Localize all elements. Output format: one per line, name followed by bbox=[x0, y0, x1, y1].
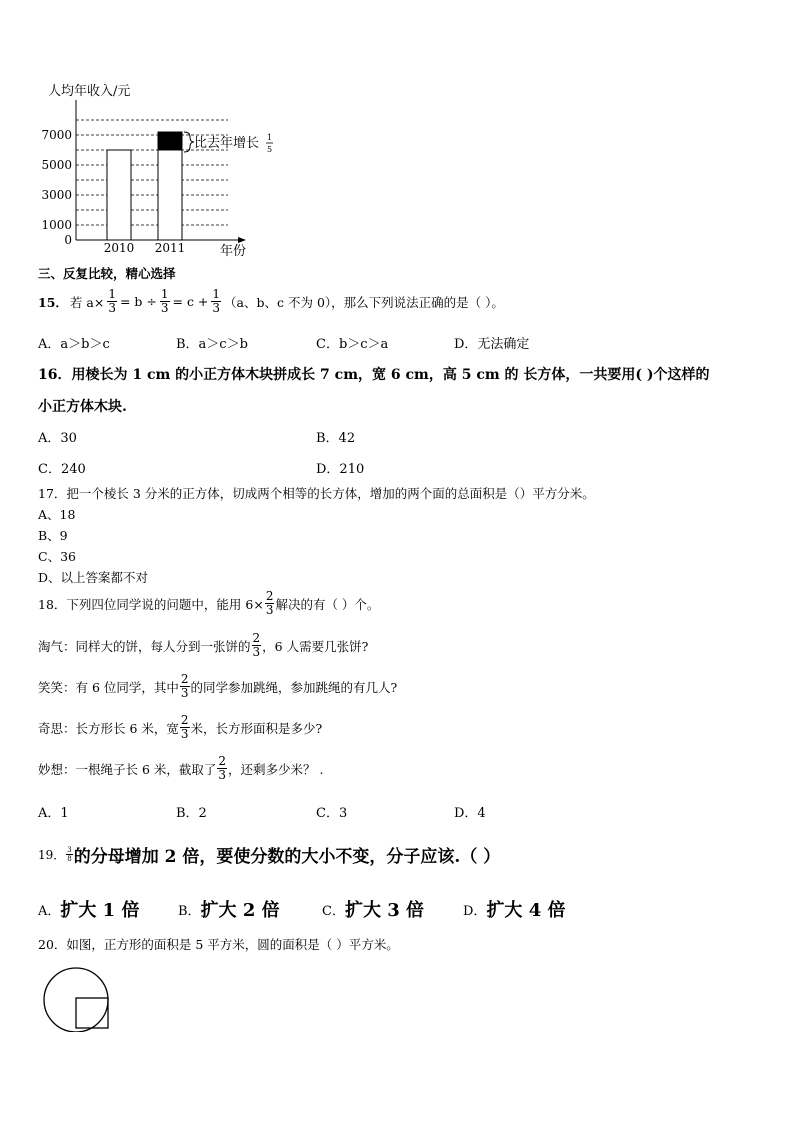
q15-option-d[interactable]: D．无法确定 bbox=[454, 337, 530, 352]
q18-statement-1 bbox=[38, 632, 368, 659]
q19-option-c-text: 扩大 3 倍 bbox=[344, 900, 425, 921]
q16-option-b[interactable]: B．42 bbox=[316, 431, 356, 446]
q15-condition: （a、b、c 不为 0），那么下列说法正确的是（ ）。 bbox=[224, 294, 504, 310]
q16-option-a[interactable]: A．30 bbox=[38, 431, 77, 446]
q19-stem bbox=[38, 842, 500, 867]
annotation-text: 比去年增长 bbox=[194, 136, 260, 151]
q16-line-2: 小正方体木块. bbox=[38, 399, 127, 415]
q15-fraction-2: $\frac{1}{3}$ bbox=[160, 287, 169, 315]
q17-option-a[interactable]: A、18 bbox=[38, 507, 76, 522]
q15-option-a[interactable]: A．a＞b＞c bbox=[38, 337, 110, 352]
q15-option-c[interactable]: C．b＞c＞a bbox=[316, 337, 389, 352]
question-15 bbox=[38, 288, 504, 315]
q18-option-a[interactable]: A．1 bbox=[38, 806, 69, 821]
q18-s3-fraction: $\frac{2}{3}$ bbox=[180, 713, 189, 741]
q15-mid-2: = c + bbox=[172, 294, 209, 309]
q19-option-a-letter: A． bbox=[38, 903, 61, 919]
q18-option-b[interactable]: B．2 bbox=[176, 806, 207, 821]
q15-mid-1: = b ÷ bbox=[119, 294, 157, 309]
q18-s2-fraction: $\frac{2}{3}$ bbox=[180, 672, 189, 700]
annotation-frac-den: 5 bbox=[267, 145, 273, 154]
x-axis-arrow bbox=[238, 237, 246, 243]
q18-s1-fraction: $\frac{2}{3}$ bbox=[252, 631, 261, 659]
y-tick-label: 3000 bbox=[41, 188, 72, 202]
bar-increase-segment bbox=[158, 132, 182, 150]
q18-s2-prefix: 笑笑：有 6 位同学，其中 bbox=[38, 679, 179, 695]
q17-option-d[interactable]: D、以上答案都不对 bbox=[38, 570, 149, 585]
q18-statement-3 bbox=[38, 714, 322, 741]
annotation-frac-num: 1 bbox=[267, 133, 273, 142]
q19-option-a-text: 扩大 1 倍 bbox=[60, 900, 140, 921]
q19-option-b[interactable] bbox=[178, 896, 280, 922]
bar-2010 bbox=[107, 150, 131, 240]
q15-fraction-1: $\frac{1}{3}$ bbox=[108, 287, 116, 315]
q15-option-b[interactable]: B．a＞c＞b bbox=[176, 337, 248, 352]
q18-stem bbox=[38, 590, 379, 617]
growth-annotation bbox=[184, 132, 273, 154]
q19-option-c-letter: C． bbox=[322, 903, 345, 919]
q18-s1-prefix: 淘气：同样大的饼，每人分到一张饼的 bbox=[38, 638, 251, 654]
q18-option-c[interactable]: C．3 bbox=[316, 806, 348, 821]
y-axis-label: 人均年收入/元 bbox=[48, 84, 131, 99]
q18-s3-suffix: 米，长方形面积是多少? bbox=[190, 720, 323, 736]
q18-prefix: 18．下列四位同学说的问题中，能用 6× bbox=[38, 596, 264, 612]
q19-option-b-letter: B． bbox=[178, 903, 201, 919]
q15-prefix: 若 a× bbox=[69, 294, 105, 310]
q18-statement-2 bbox=[38, 673, 397, 700]
q19-number: 19． bbox=[38, 848, 66, 862]
q20-text: 20．如图，正方形的面积是 5 平方米，圆的面积是（ ）平方米。 bbox=[38, 937, 399, 952]
x-axis-label: 年份 bbox=[220, 244, 247, 259]
income-bar-chart bbox=[38, 80, 288, 265]
q19-option-d-letter: D． bbox=[463, 903, 487, 919]
x-tick-label: 2011 bbox=[154, 241, 186, 255]
x-tick-label: 2010 bbox=[103, 241, 135, 255]
q18-s1-suffix: ，6 人需要几张饼? bbox=[262, 638, 369, 654]
y-tick-label: 5000 bbox=[41, 158, 72, 172]
q17-option-c[interactable]: C、36 bbox=[38, 549, 76, 564]
q16-option-d[interactable]: D．210 bbox=[316, 462, 365, 477]
square-shape bbox=[76, 998, 108, 1028]
q18-fraction: $\frac{2}{3}$ bbox=[265, 589, 274, 617]
y-tick-label: 7000 bbox=[41, 128, 72, 142]
q15-fraction-3: $\frac{1}{3}$ bbox=[212, 287, 221, 315]
q18-s2-suffix: 的同学参加跳绳，参加跳绳的有几人? bbox=[190, 679, 398, 695]
q19-option-d-text: 扩大 4 倍 bbox=[486, 900, 566, 921]
q18-suffix: 解决的有（ ）个。 bbox=[275, 596, 380, 612]
q16-line-1: 16．用棱长为 1 cm 的小正方体木块拼成长 7 cm，宽 6 cm，高 5 cm 的 长方体，一共要用( )个这样的 bbox=[38, 367, 710, 383]
q18-s4-suffix: ，还剩多少米？ . bbox=[228, 761, 324, 777]
q19-option-d[interactable] bbox=[463, 896, 566, 922]
q18-statement-4 bbox=[38, 755, 324, 782]
q19-option-a[interactable] bbox=[38, 896, 139, 922]
q16-option-c[interactable]: C．240 bbox=[38, 462, 86, 477]
q19-option-c[interactable] bbox=[322, 896, 424, 922]
bar-2011 bbox=[158, 150, 182, 240]
q19-option-b-text: 扩大 2 倍 bbox=[200, 900, 280, 921]
q18-option-d[interactable]: D．4 bbox=[454, 806, 486, 821]
q19-text: 的分母增加 2 倍，要使分数的大小不变，分子应该.（ ） bbox=[73, 847, 501, 867]
circle-square-figure bbox=[40, 966, 115, 1032]
y-tick-label: 1000 bbox=[41, 218, 72, 232]
q17-text: 17．把一个棱长 3 分米的正方体，切成两个相等的长方体，增加的两个面的总面积是（）平方分米。 bbox=[38, 486, 595, 501]
q19-fraction: $\frac{3}{8}$ bbox=[67, 846, 72, 863]
q18-s4-prefix: 妙想：一根绳子长 6 米，截取了 bbox=[38, 761, 217, 777]
section-title: 三、反复比较，精心选择 bbox=[38, 266, 176, 281]
q18-s4-fraction: $\frac{2}{3}$ bbox=[218, 754, 227, 782]
q17-option-b[interactable]: B、9 bbox=[38, 528, 68, 543]
y-tick-label: 0 bbox=[64, 233, 72, 247]
q18-s3-prefix: 奇思：长方形长 6 米，宽 bbox=[38, 720, 179, 736]
q15-number: 15． bbox=[38, 294, 68, 310]
